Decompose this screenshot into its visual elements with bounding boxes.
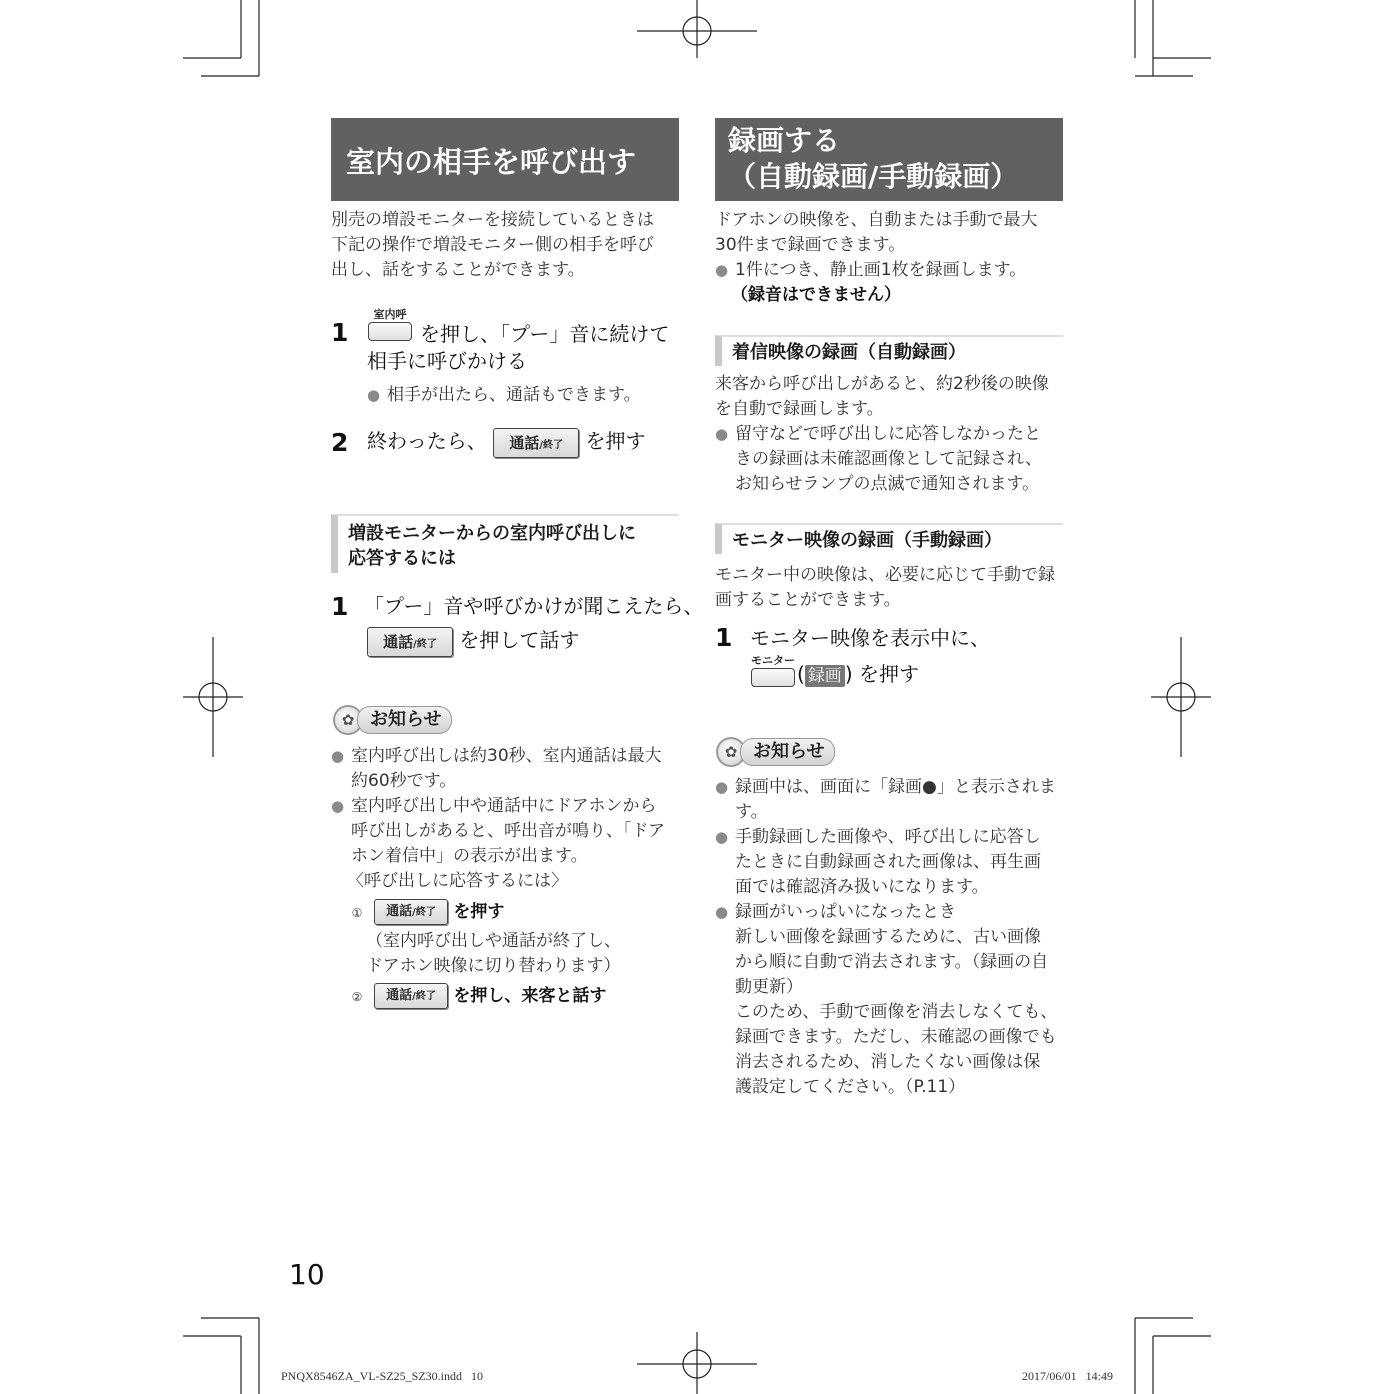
intercom-key-caption: 室内呼 [373, 308, 407, 321]
talk-key-main: 通話 [386, 988, 413, 1003]
auto-bullet-line: ● 留守などで呼び出しに応答しなかったと [735, 424, 1041, 444]
left-sub-line: 増設モニターからの室内呼び出しに [348, 523, 636, 544]
note-line: 約60秒です。 [351, 771, 457, 791]
manual-line: 画することができます。 [715, 590, 901, 610]
note-line: 面では確認済み扱いになります。 [735, 877, 989, 897]
talk-key-main: 通話 [383, 632, 414, 651]
note-line: 録画できます。ただし、未確認の画像でも [735, 1027, 1057, 1047]
talk-key-main: 通話 [386, 904, 413, 919]
notice-icon: ✿ [333, 705, 363, 735]
step-number: 1 [331, 592, 349, 621]
left-subheading [331, 514, 679, 573]
step2-text [367, 427, 646, 458]
monitor-key-caption: モニター [751, 654, 795, 667]
record-icon-label: 録画 [805, 665, 845, 687]
howto-item-1 [348, 899, 678, 979]
circled-number-2: ② [351, 990, 363, 1004]
notice-title: お知らせ [740, 738, 835, 766]
note-line: 消去されるため、消したくない画像は保 [735, 1052, 1041, 1072]
note-line: ホン着信中」の表示が出ます。 [351, 846, 588, 866]
note-line: ● 室内呼び出しは約30秒、室内通話は最大 [351, 746, 662, 766]
left-intro-line: 出し、話をすることができます。 [331, 260, 585, 280]
right-note-item [715, 825, 1065, 900]
talk-key-sub: /終了 [413, 638, 437, 650]
right-section-title [715, 118, 1063, 201]
right-intro-line: ドアホンの映像を、自動または手動で最大 [715, 210, 1038, 230]
intercom-key [367, 309, 413, 341]
right-intro-line: 30件まで録画できます。 [715, 235, 906, 255]
right-intro-bullet: ● 1件につき、静止画1枚を録画します。 [715, 258, 1065, 283]
left-intro-line: 別売の増設モニターを接続しているときは [331, 210, 654, 230]
intercom-key-icon [368, 322, 412, 341]
howto1-paren: （室内呼び出しや通話が終了し、 [366, 931, 621, 951]
howto2-post: を押し、来客と話す [453, 986, 607, 1006]
right-intro [715, 208, 1065, 308]
right-intro-bullet-note: （録音はできません） [731, 285, 901, 305]
left-note-item [331, 794, 681, 894]
note-line: 護設定してください。（P.11） [735, 1077, 966, 1097]
talk-end-key [374, 983, 448, 1009]
right-title-line: 録画する [728, 124, 841, 157]
note-line: 動更新） [735, 977, 803, 997]
monitor-key-icon [751, 668, 795, 687]
notice-title: お知らせ [357, 706, 452, 734]
right-subheading-auto: 着信映像の録画（自動録画） [715, 335, 1063, 366]
step1-text [420, 320, 680, 348]
circled-number-1: ① [351, 906, 363, 920]
howto1-paren: ドアホン映像に切り替わります） [366, 956, 621, 976]
right-subheading-manual: モニター映像の録画（手動録画） [715, 523, 1063, 554]
right-title-line: （自動録画/手動録画） [728, 160, 1019, 193]
auto-bullet-line: お知らせランプの点滅で通知されます。 [735, 474, 1040, 494]
note-line: 呼び出しがあると、呼出音が鳴り、「ドア [351, 821, 665, 841]
right-step1-post: を押す [858, 662, 919, 686]
left-note-item [331, 744, 681, 794]
step3-line2 [367, 626, 579, 657]
note-line: たときに自動録画された画像は、再生画 [735, 852, 1041, 872]
right-notice-header [716, 737, 835, 767]
note-line: このため、手動で画像を消去しなくても、 [735, 1002, 1058, 1022]
notice-icon: ✿ [716, 737, 746, 767]
note-line: ● 録画中は、画面に「録画●」と表示されま [735, 777, 1056, 797]
left-title-text: 室内の相手を呼び出す [346, 145, 637, 179]
auto-bullet [715, 422, 1065, 497]
left-notice-header [333, 705, 452, 735]
page-number: 10 [289, 1258, 325, 1291]
talk-key-sub: /終了 [412, 907, 436, 918]
talk-key-sub: /終了 [539, 439, 563, 451]
note-line: す。 [735, 802, 768, 822]
step2-pre: 終わったら、 [367, 429, 487, 453]
left-notes [331, 744, 681, 894]
step-number: 1 [331, 318, 349, 347]
note-line: 新しい画像を録画するために、古い画像 [735, 927, 1041, 947]
step1-text-2: 相手に呼びかける [367, 349, 527, 373]
left-section-title [331, 118, 679, 201]
auto-line: を自動で録画します。 [715, 399, 884, 419]
talk-end-key [493, 428, 579, 458]
monitor-key [749, 655, 797, 687]
manual-line: モニター中の映像は、必要に応じて手動で録 [715, 565, 1055, 585]
talk-end-key [374, 899, 448, 925]
right-step1-line1: モニター映像を表示中に、 [750, 626, 990, 650]
right-step1-line2: ( 録画 ) を押す [797, 662, 919, 686]
talk-key-sub: /終了 [412, 991, 436, 1002]
footer-filename: PNQX8546ZA_VL-SZ25_SZ30.indd 10 [281, 1369, 484, 1383]
step3-post: を押して話す [459, 628, 580, 652]
howto-item-2 [348, 983, 678, 1009]
note-line: から順に自動で消去されます。（録画の自 [735, 952, 1049, 972]
step1-bullet: ● 相手が出たら、通話もできます。 [367, 383, 697, 408]
right-note-item [715, 900, 1065, 1100]
note-line: ● 室内呼び出し中や通話中にドアホンから [351, 796, 657, 816]
auto-record-text [715, 372, 1065, 497]
left-sub-line: 応答するには [348, 548, 456, 569]
footer-timestamp: 2017/06/01 14:49 [1022, 1369, 1114, 1383]
left-intro-line: 下記の操作で増設モニター側の相手を呼び [331, 235, 654, 255]
howto-title: 〈呼び出しに応答するには〉 [347, 871, 568, 891]
note-line: ● 手動録画した画像や、呼び出しに応答し [735, 827, 1041, 847]
step-number: 2 [331, 428, 349, 457]
right-notes [715, 775, 1065, 1100]
right-note-item [715, 775, 1065, 825]
step2-post: を押す [585, 429, 646, 453]
manual-record-text [715, 563, 1065, 613]
step-number: 1 [715, 623, 733, 652]
auto-line: 来客から呼び出しがあると、約2秒後の映像 [715, 374, 1049, 394]
left-intro [331, 208, 681, 283]
auto-bullet-line: きの録画は未確認画像として記録され、 [735, 449, 1043, 469]
talk-end-key [367, 627, 453, 657]
note-line: ● 録画がいっぱいになったとき [735, 902, 956, 922]
step3-line1: 「プー」音や呼びかけが聞こえたら、 [364, 594, 704, 618]
talk-key-main: 通話 [509, 433, 540, 452]
step1-line: を押し、「プー」音に続けて [420, 322, 670, 346]
howto1-post: を押す [453, 902, 505, 922]
